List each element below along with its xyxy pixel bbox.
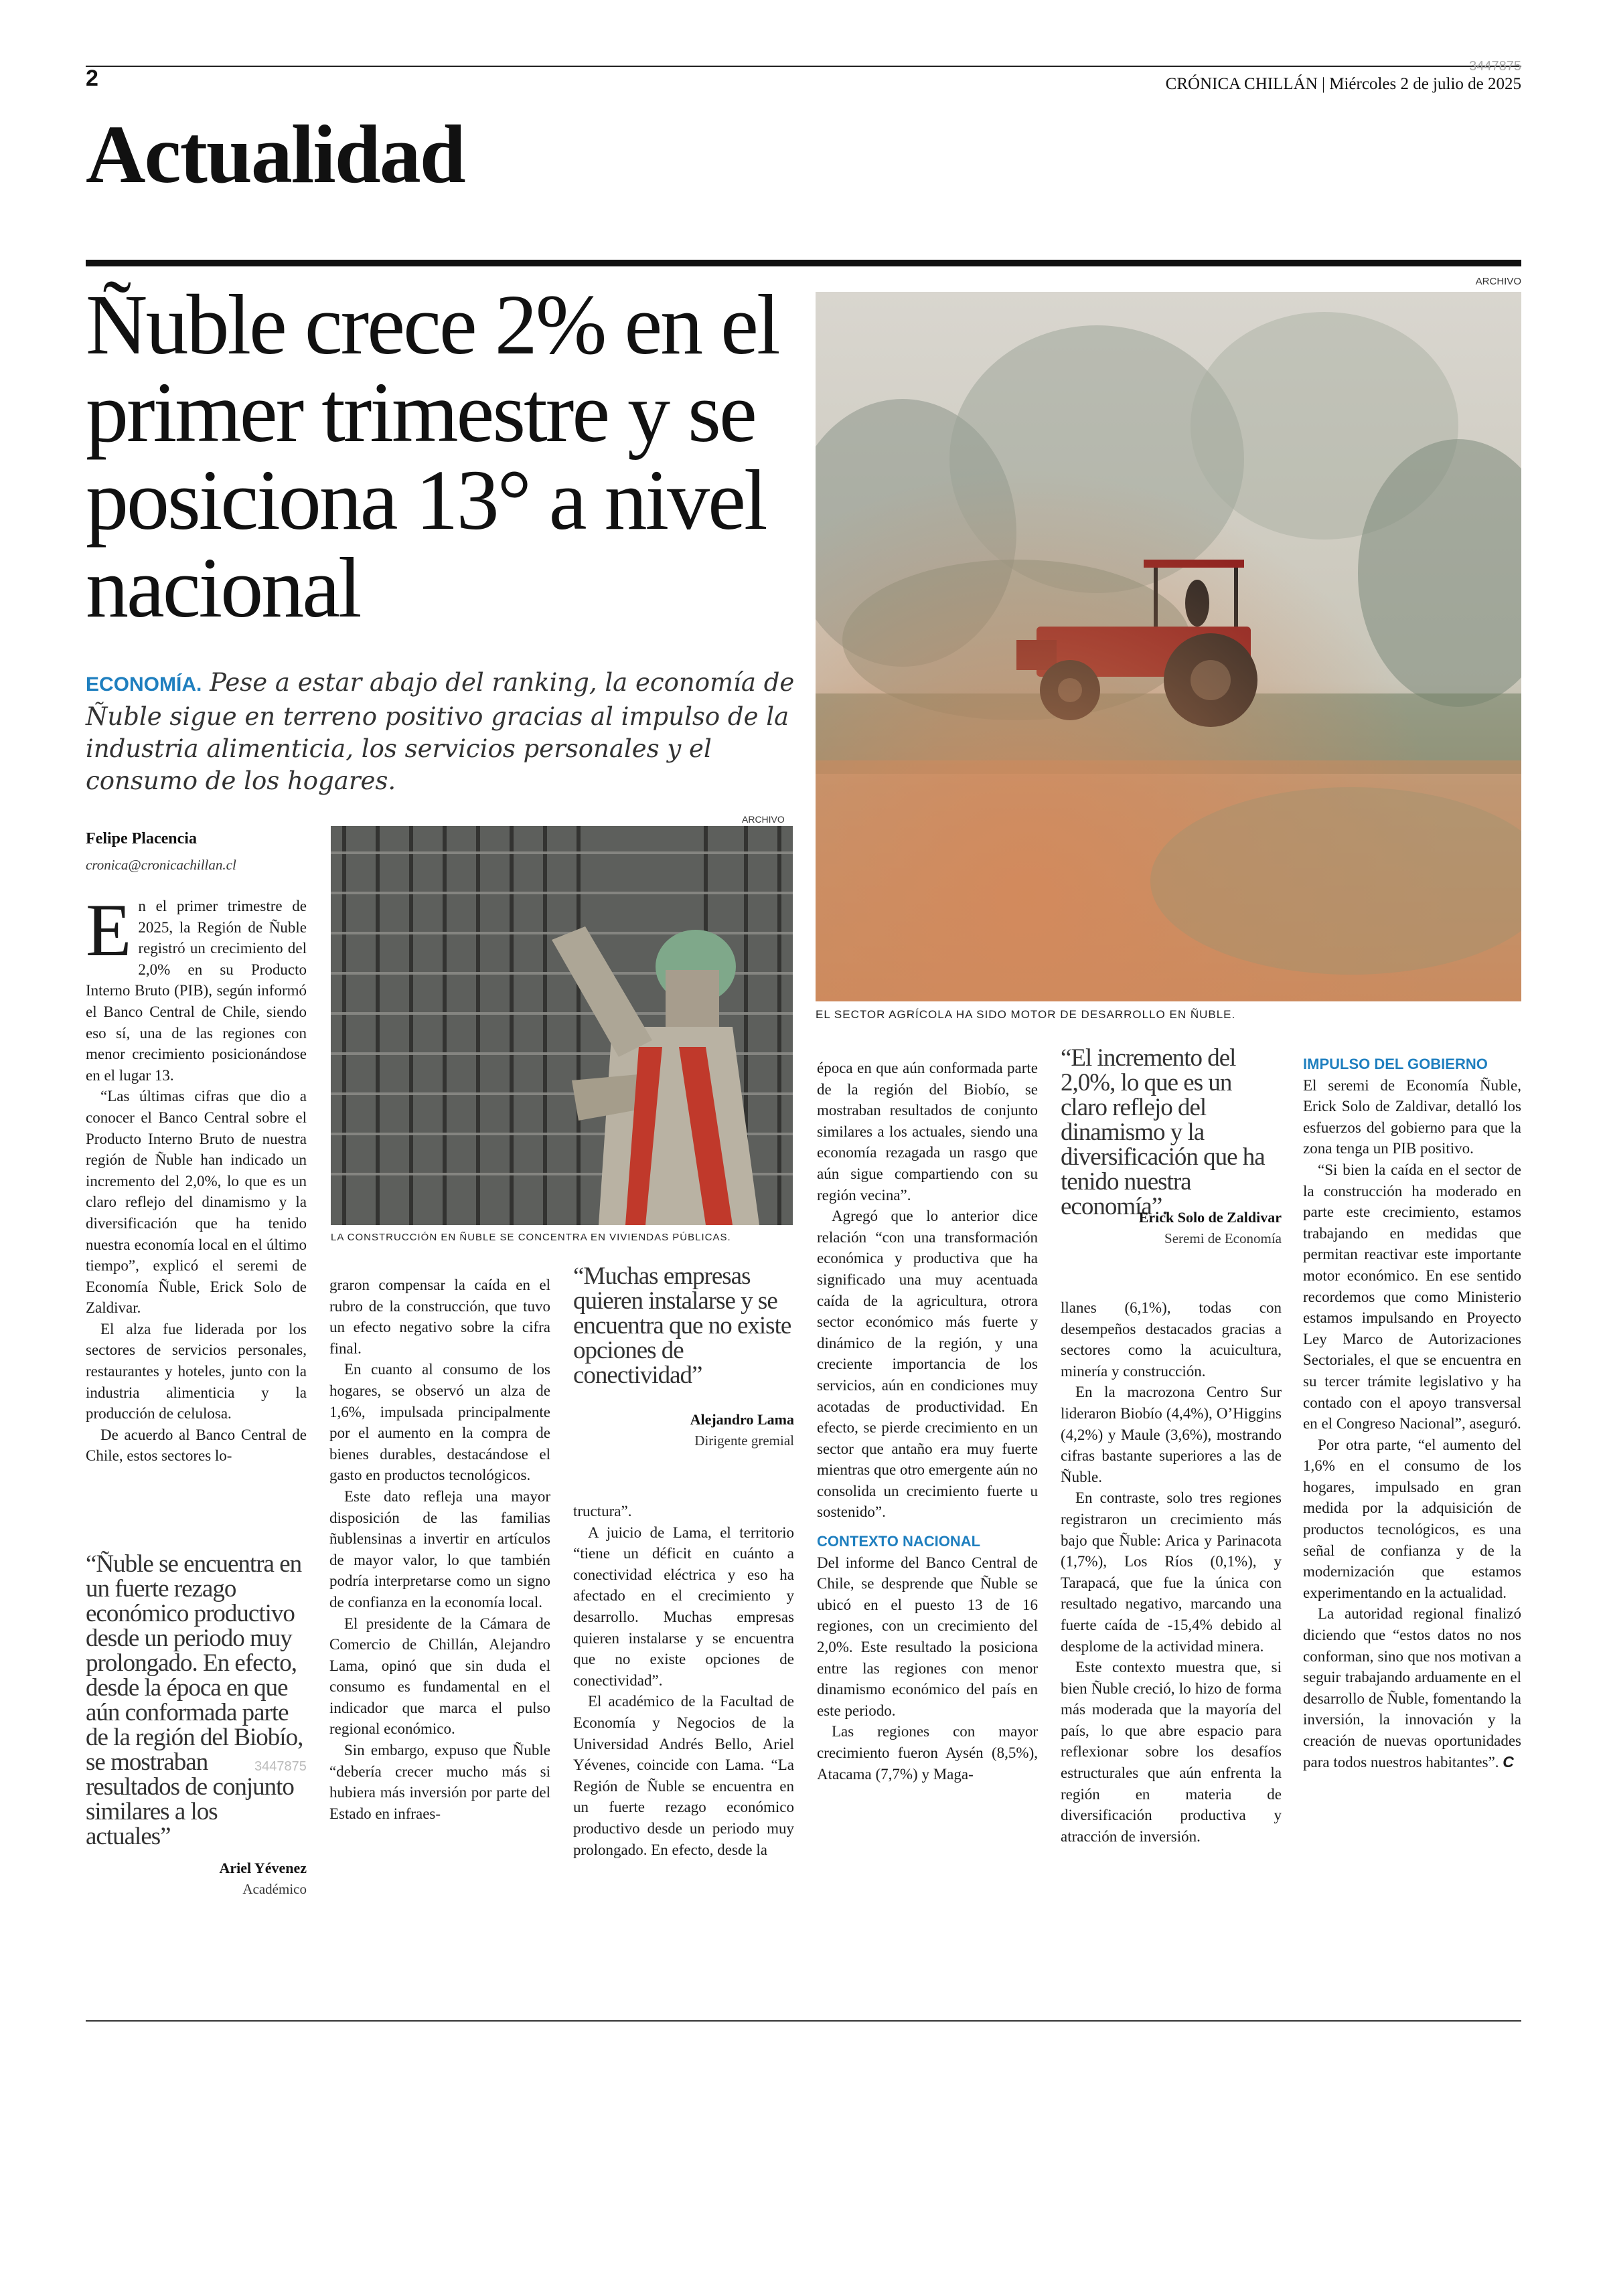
section-rule xyxy=(86,260,1521,266)
column-2 xyxy=(329,1275,550,1824)
column-4 xyxy=(817,1058,1038,1785)
pull-quote-2-name: Alejandro Lama xyxy=(690,1411,794,1428)
lead xyxy=(86,667,795,797)
column-3 xyxy=(573,1501,794,1860)
pull-quote-1-name: Ariel Yévenez xyxy=(219,1860,307,1876)
small-photo-construction xyxy=(331,826,793,1225)
watermark: 3447875 xyxy=(254,1759,307,1774)
paragraph: El alza fue liderada por los sectores de servicios personales, restaurantes y hoteles, junto con la industria alimenticia y la producción de celulosa. xyxy=(86,1320,307,1422)
watermark: 3447875 xyxy=(1469,59,1521,74)
column-1 xyxy=(86,889,307,1467)
paragraph-text: La autoridad regional finalizó diciendo que “estos datos no nos conforman, sino que nos motivan a seguir trabajando arduamente en el desarrollo de Ñuble, fomentando la inversión, la innovación y la creación de nuevas oportunidades para todos nuestros habitantes”. xyxy=(1303,1605,1521,1771)
paragraph: Agregó que lo anterior dice relación “con una transformación económica y productiva que ha significado una muy acentuada caída de la agricultura, otrora sector económico más fuerte y dinámico de la región, y una creciente importancia de los servicios, aún en condiciones muy acotadas de productividad. En efecto, se pierde crecimiento en un sector que antaño era muy fuerte mientras que otro emergente aún no consolida un crecimiento fuerte u sostenido”. xyxy=(817,1208,1038,1521)
column-6 xyxy=(1303,1054,1521,1773)
paragraph: A juicio de Lama, el territorio “tiene un déficit en cuánto a conectividad eléctrica y eso ha afectado en el crecimiento y desarrollo. Muchas empresas quieren instalarse y se encuentra que no existe opciones de conectividad”. xyxy=(573,1524,794,1689)
paragraph: Sin embargo, expuso que Ñuble “debería crecer mucho más si hubiera más inversión por parte del Estado en infraes- xyxy=(329,1742,550,1822)
paragraph: llanes (6,1%), todas con desempeños destacados gracias a sectores como la acuicultura, minería y construcción. xyxy=(1061,1299,1282,1380)
paragraph: De acuerdo al Banco Central de Chile, estos sectores lo- xyxy=(86,1426,307,1465)
top-rule xyxy=(86,66,1521,67)
pull-quote-2-role: Dirigente gremial xyxy=(694,1432,794,1449)
main-photo-credit: ARCHIVO xyxy=(1475,276,1521,287)
paragraph: Del informe del Banco Central de Chile, se desprende que Ñuble se ubicó en el puesto 13 de 16 regiones, con un crecimiento del 2,0%. Este resultado la posiciona entre las regiones con menor dinamismo económico del país en este periodo. xyxy=(817,1554,1038,1719)
small-photo-credit: ARCHIVO xyxy=(742,814,785,825)
subhead-contexto: CONTEXTO NACIONAL xyxy=(817,1533,981,1550)
paragraph: graron compensar la caída en el rubro de la construcción, que tuvo un efecto negativo sobre la cifra final. xyxy=(329,1277,550,1357)
pull-quote-3-role: Seremi de Economía xyxy=(1164,1230,1282,1246)
main-photo-caption: EL SECTOR AGRÍCOLA HA SIDO MOTOR DE DESARROLLO EN ÑUBLE. xyxy=(816,1008,1236,1021)
end-mark: C xyxy=(1503,1752,1514,1771)
paragraph: n el primer trimestre de 2025, la Región de Ñuble registró un crecimiento del 2,0% en su Producto Interno Bruto (PIB), según informó el Banco Central de Chile, siendo eso sí, una de las regiones con menor crecimiento posicionándose en el lugar 13. xyxy=(86,898,307,1084)
author-email: cronica@cronicachillan.cl xyxy=(86,857,236,873)
page-number: 2 xyxy=(86,66,98,91)
paragraph: El académico de la Facultad de Economía y Negocios de la Universidad Andrés Bello, Ariel Yévenes, coincide con Lama. “La Región de Ñuble se encuentra en un fuerte rezago económico productivo desde un periodo muy prolongado. En efecto, desde la xyxy=(573,1693,794,1858)
column-5 xyxy=(1061,1297,1282,1847)
paragraph: Este dato refleja una mayor disposición de las familias ñublensinas a invertir en artículos de mayor valor, lo que también podría interpretarse como un signo de confianza en la economía local. xyxy=(329,1487,550,1611)
running-head: CRÓNICA CHILLÁN | Miércoles 2 de julio de 2025 xyxy=(1165,75,1521,93)
pull-quote-3-name: Erick Solo de Zaldivar xyxy=(1138,1209,1282,1226)
bottom-rule xyxy=(86,2020,1521,2022)
section-title: Actualidad xyxy=(86,108,465,200)
paragraph: “Si bien la caída en el sector de la construcción ha moderado en parte este crecimiento, estamos trabajando en medidas que permitan reactivar este importante motor económico. En ese sentido recordemos que como Ministerio estamos impulsando en Proyecto Ley Marco de Autorizaciones Sectoriales, el que se encuentra en su tercer trámite legislativo y ha contado con el apoyo transversal en el Congreso Nacional”, aseguró. xyxy=(1303,1161,1521,1432)
paragraph: En cuanto al consumo de los hogares, se observó un alza de 1,6%, impulsada principalmente por el aumento en la compra de bienes durables, destacándose el gasto en productos tecnológicos. xyxy=(329,1361,550,1484)
paragraph: tructura”. xyxy=(573,1503,632,1520)
headline: Ñuble crece 2% en el primer trimestre y se posiciona 13° a nivel nacional xyxy=(86,277,779,635)
small-photo-caption: LA CONSTRUCCIÓN EN ÑUBLE SE CONCENTRA EN VIVIENDAS PÚBLICAS. xyxy=(331,1232,731,1243)
paragraph: época en que aún conformada parte de la región del Biobío, se mostraban resultados de conjunto similares a los actuales, siendo una economía rezagada un rasgo que aún sigue compartiendo con su región vecina”. xyxy=(817,1060,1038,1204)
subhead-impulso: IMPULSO DEL GOBIERNO xyxy=(1303,1056,1488,1072)
paragraph xyxy=(1303,1603,1521,1773)
main-photo-tractor xyxy=(816,292,1521,1001)
paragraph: En contraste, solo tres regiones registraron un crecimiento más bajo que Ñuble: Arica y Parinacota (1,7%), Los Ríos (0,1%), y Tarapacá, que fue la única con resultado negativo, marcando una fuerte caída de -15,4% debido al desplome de la actividad minera. xyxy=(1061,1489,1282,1655)
paragraph: El presidente de la Cámara de Comercio de Chillán, Alejandro Lama, opinó que sin duda el consumo es fundamental en el indicador que marca el pulso regional económico. xyxy=(329,1615,550,1738)
pull-quote-2: “Muchas empresas quieren instalarse y se encuentra que no existe opciones de conectividad” xyxy=(573,1262,791,1389)
pull-quote-1-role: Académico xyxy=(242,1881,307,1897)
author-name: Felipe Placencia xyxy=(86,830,197,847)
lead-text: Pese a estar abajo del ranking, la economía de Ñuble sigue en terreno positivo gracias al impulso de la industria alimenticia, los servicios personales y el consumo de los hogares. xyxy=(86,668,795,795)
paragraph: Por otra parte, “el aumento del 1,6% en el consumo de los hogares, impulsado en gran medida por la adquisición de productos tecnológicos, es una señal de confianza y de la modernización que estamos experimentando en la actualidad. xyxy=(1303,1436,1521,1601)
dropcap: E xyxy=(86,889,132,972)
pull-quote-1: “Ñuble se encuentra en un fuerte rezago económico productivo desde un periodo muy prolongado. En efecto, desde la época en que aún conformada parte de la región del Biobío, se mostraban resultados de conjunto similares a los actuales” xyxy=(86,1550,303,1850)
pull-quote-3: “El incremento del 2,0%, lo que es un claro reflejo del dinamismo y la diversificación que ha tenido nuestra economía”. xyxy=(1061,1044,1265,1220)
paragraph: Las regiones con mayor crecimiento fueron Aysén (8,5%), Atacama (7,7%) y Maga- xyxy=(817,1723,1038,1783)
paragraph: En la macrozona Centro Sur lideraron Biobío (4,4%), O’Higgins (4,2%) y Maule (3,6%), mostrando cifras bastante superiores a las de Ñuble. xyxy=(1061,1384,1282,1485)
paragraph: El seremi de Economía Ñuble, Erick Solo de Zaldivar, detalló los esfuerzos del gobierno para que la zona tenga un PIB positivo. xyxy=(1303,1076,1521,1157)
lead-kicker: ECONOMÍA. xyxy=(86,673,202,695)
paragraph: “Las últimas cifras que dio a conocer el Banco Central sobre el Producto Interno Bruto de nuestra región de Ñuble han indicado un incremento del 2,0%, lo que es un claro reflejo del dinamismo y la diversificación que ha tenido nuestra economía local en el último tiempo”, explicó el seremi de Economía Ñuble, Erick Solo de Zaldivar. xyxy=(86,1088,307,1317)
paragraph: Este contexto muestra que, si bien Ñuble creció, lo hizo de forma más moderada que la mayoría del país, lo que abre espacio para reflexionar sobre los desafíos estructurales que aún enfrenta la región en materia de diversificación productiva y atracción de inversión. xyxy=(1061,1659,1282,1845)
